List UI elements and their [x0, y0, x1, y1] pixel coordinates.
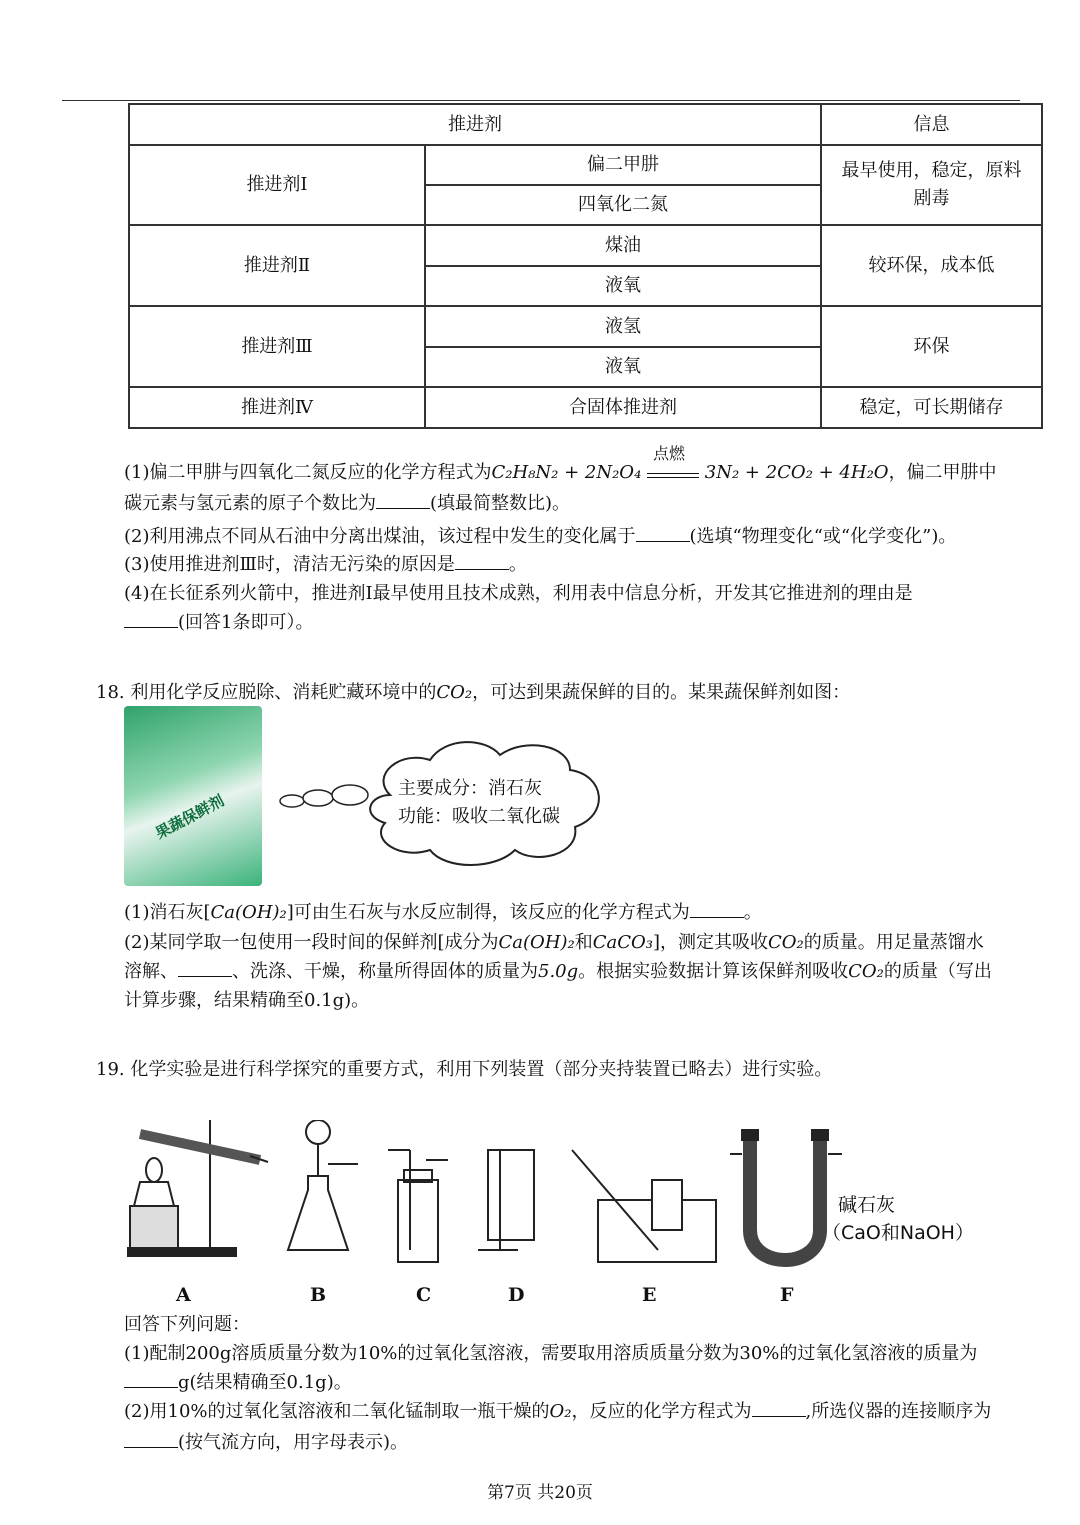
- apparatus-label-d: D: [508, 1284, 525, 1306]
- apparatus-label-e: E: [642, 1284, 657, 1306]
- q18-part2-line1: (2)某同学取一包使用一段时间的保鲜剂[成分为Ca(OH)₂和CaCO₃]，测定其吸收CO₂的质量。用足量蒸馏水: [124, 932, 984, 953]
- cloud-line-2: 功能：吸收二氧化碳: [398, 806, 560, 827]
- propellant-table: [128, 103, 1043, 429]
- table-cell-component: 煤油: [425, 225, 821, 266]
- q18-part2-line2: 溶解、 、洗涤、干燥，称量所得固体的质量为5.0g。根据实验数据计算该保鲜剂吸收CO₂的质量（写出: [124, 957, 992, 986]
- cloud-line-1: 主要成分：消石灰: [398, 778, 542, 799]
- apparatus-label-b: B: [310, 1284, 327, 1306]
- q17-part3: (3)使用推进剂Ⅲ时，清洁无污染的原因是 。: [124, 550, 527, 579]
- answer-blank[interactable]: [636, 523, 690, 542]
- apparatus-d: [478, 1150, 534, 1250]
- q17-part2: (2)利用沸点不同从石油中分离出煤油，该过程中发生的变化属于 (选填“物理变化“或“化学变化”)。: [124, 522, 956, 551]
- table-cell-component: 液氧: [425, 266, 821, 306]
- q17-part4-line1: (4)在长征系列火箭中，推进剂Ⅰ最早使用且技术成熟，利用表中信息分析，开发其它推进剂的理由是: [124, 583, 913, 604]
- table-header-info: 信息: [821, 104, 1042, 145]
- q19-part1-line1: (1)配制200g溶质质量分数为10%的过氧化氢溶液，需要取用溶质质量分数为30%的过氧化氢溶液的质量为: [124, 1343, 978, 1364]
- f-label-1: 碱石灰: [838, 1194, 896, 1216]
- table-cell-info: 较环保，成本低: [821, 225, 1042, 306]
- apparatus-label-f: F: [780, 1284, 794, 1306]
- apparatus-label-c: C: [416, 1284, 432, 1306]
- q19-part2-line1: (2)用10%的过氧化氢溶液和二氧化锰制取一瓶干燥的O₂，反应的化学方程式为 ,所选仪器的连接顺序为: [124, 1397, 991, 1426]
- q18-part1: (1)消石灰[Ca(OH)₂]可由生石灰与水反应制得，该反应的化学方程式为 。: [124, 898, 762, 927]
- table-cell-component: 合固体推进剂: [425, 387, 821, 428]
- answer-blank[interactable]: [455, 551, 509, 570]
- answer-blank[interactable]: [376, 490, 430, 509]
- answer-blank[interactable]: [178, 958, 232, 977]
- answer-blank[interactable]: [752, 1398, 806, 1417]
- apparatus-c: [388, 1150, 448, 1262]
- apparatus-label-a: A: [176, 1284, 191, 1306]
- table-cell-component: 偏二甲肼: [425, 145, 821, 185]
- q18-part2-line3: 计算步骤，结果精确至0.1g)。: [124, 990, 370, 1011]
- answer-blank[interactable]: [690, 899, 744, 918]
- answer-blank[interactable]: [124, 1369, 178, 1388]
- q19-part1-line2: g(结果精确至0.1g)。: [124, 1368, 352, 1397]
- preservative-packet-image: 果蔬保鲜剂: [124, 706, 262, 886]
- answer-blank[interactable]: [124, 609, 178, 628]
- table-row-name: 推进剂Ⅱ: [129, 225, 425, 306]
- q19-part2-line2: (按气流方向，用字母表示)。: [124, 1428, 408, 1457]
- table-row-name: 推进剂Ⅰ: [129, 145, 425, 225]
- answer-blank[interactable]: [124, 1429, 178, 1448]
- f-label-2: （CaO和NaOH）: [822, 1222, 974, 1244]
- table-row-name: 推进剂Ⅳ: [129, 387, 425, 428]
- table-header-propellant: 推进剂: [129, 104, 821, 145]
- page-footer: 第7页 共20页: [487, 1483, 593, 1503]
- apparatus-b: [288, 1120, 358, 1250]
- header-rule: [62, 100, 1020, 101]
- table-cell-info: 最早使用，稳定，原料 剧毒: [821, 145, 1042, 225]
- table-cell-info: 环保: [821, 306, 1042, 387]
- table-row-name: 推进剂Ⅲ: [129, 306, 425, 387]
- q17-part1-line2: 碳元素与氢元素的原子个数比为 (填最简整数比)。: [124, 489, 570, 518]
- q18-stem: 18. 利用化学反应脱除、消耗贮藏环境中的CO₂，可达到果蔬保鲜的目的。某果蔬保鲜剂如图：: [96, 682, 851, 703]
- q19-stem: 19. 化学实验是进行科学探究的重要方式，利用下列装置（部分夹持装置已略去）进行实验。: [96, 1059, 833, 1080]
- table-cell-component: 液氧: [425, 347, 821, 387]
- table-cell-component: 四氧化二氮: [425, 185, 821, 225]
- apparatus-diagram: [120, 1120, 860, 1280]
- table-cell-info: 稳定，可长期储存: [821, 387, 1042, 428]
- reaction-arrow: 点燃: [647, 469, 699, 478]
- apparatus-e: [572, 1150, 716, 1262]
- table-cell-component: 液氢: [425, 306, 821, 347]
- q19-answer-prompt: 回答下列问题：: [124, 1314, 250, 1335]
- q17-part1-line1: (1)偏二甲肼与四氧化二氮反应的化学方程式为C₂H₈N₂ + 2N₂O₄ 点燃 3N₂ + 2CO₂ + 4H₂O，偏二甲肼中: [124, 443, 997, 483]
- q17-part4-line2: (回答1条即可）。: [124, 608, 313, 637]
- apparatus-a: [128, 1120, 268, 1256]
